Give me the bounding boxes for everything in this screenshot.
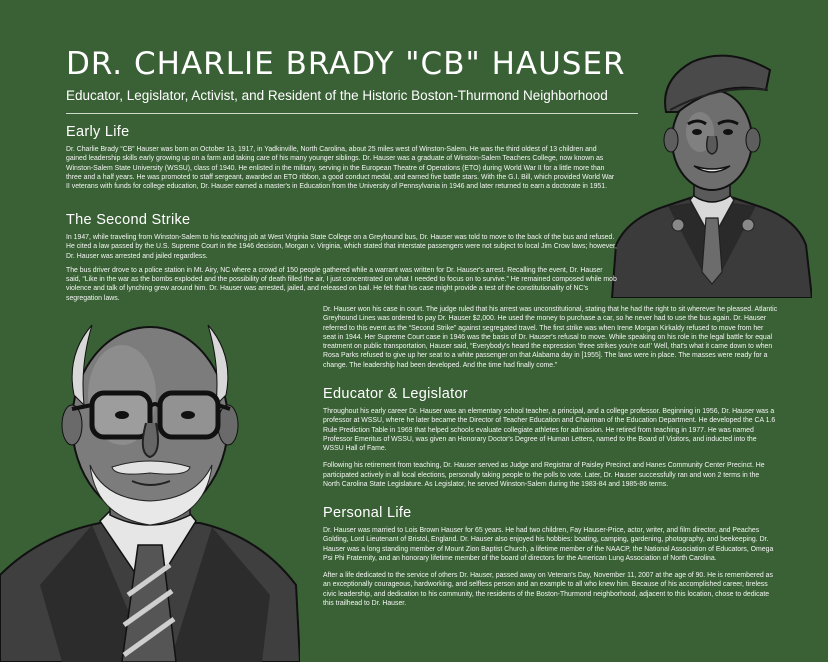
page-subtitle: Educator, Legislator, Activist, and Resident of the Historic Boston-Thurmond Neighborhood bbox=[66, 88, 608, 103]
personal-life-section bbox=[323, 505, 778, 613]
second-strike-paragraph-1: In 1947, while traveling from Winston-Salem to his teaching job at West Virginia State College on a Greyhound bus, Dr. Hauser was told to move to the back of the bus and refused. He cited a law passed by the U.S. Supreme Court in the 1946 decision, Morgan v. Virginia, which stated that interstate passengers were not subject to local Jim Crow laws; however, Dr. Hauser was arrested and jailed regardless. bbox=[66, 234, 617, 260]
personal-life-heading: Personal Life bbox=[323, 505, 412, 521]
educator-paragraph-1: Throughout his early career Dr. Hauser was an elementary school teacher, a principal, and a college professor. Beginning in 1956, Dr. Hauser was a professor at WSSU, where he later became the Director of Teacher Education and Chairman of the Education Department. He developed the CA 1.6 Rule Prediction Table in 1969 that helped schools evaluate collegiate athletes for admission. He retired from teaching in 1977. He was named Professor Emeritus of WSSU, was given an Honorary Doctor's Degree of Human Letters, named to the Board of Visitors, and inducted into the WSSU Hall of Fame. bbox=[323, 408, 776, 453]
educator-paragraph-2: Following his retirement from teaching, Dr. Hauser served as Judge and Registrar of Paisley Precinct and Hanes Community Center Precinct. He participated actively in all local elections, personally taking people to the polls to vote. Later, Dr. Hauser successfully ran and won 2 terms in the North Carolina State Legislature. As Legislator, he served Winston-Salem during the 1983-84 and 1985-86 terms. bbox=[323, 462, 765, 489]
early-life-section bbox=[66, 124, 616, 196]
personal-paragraph-1: Dr. Hauser was married to Lois Brown Hauser for 65 years. He had two children, Fay Hauser-Price, actor, writer, and film director, and Peaches Golding, Lord Lieutenant of Bristol, England. Dr. Hauser also enjoyed his hobbies: boating, camping, gardening, photography, and beekeeping. Dr. Hauser was a long standing member of Mount Zion Baptist Church, a lifetime member of the NAACP, the National Association of Educators, Omega Psi Phi Fraternity, and an honorary lifetime member of the board of directors for the American Lung Association of North Carolina. bbox=[323, 527, 774, 562]
second-strike-paragraph-3: Dr. Hauser won his case in court. The judge ruled that his arrest was unconstitutional, stating that he had the right to sit wherever he pleased. Atlantic Greyhound Lines was ordered to pay Dr. Hauser $2,000. He used the money to purchase a car, so he never had to use the bus again. Dr. Hauser referred to this event as the “Second Strike” against segregated travel. The first strike was when Irene Morgan Kirkaldy refused to move from her seat in 1944. Her Supreme Court case in 1946 was the basis of Dr. Hauser's refusal to move. While speaking on his role in the legal battle for equal treatment on public transportation, Hauser said, “Everybody's heard the expression 'three strikes you're out!' Well, that's what it came down to when Rosa Parks refused to give up her seat to a white passenger on that Alabama day in [1955]. The laws were in place. The masses were ready for a change. The leadership had been developed. And the time had finally come.” bbox=[323, 306, 778, 369]
second-strike-heading: The Second Strike bbox=[66, 212, 191, 228]
elder-portrait-illustration bbox=[0, 295, 300, 662]
second-strike-paragraph-2: The bus driver drove to a police station in Mt. Airy, NC where a crowd of 150 people gathered while a warrant was written for Dr. Hauser's arrest. Recalling the event, Dr. Hauser said, “Like in the war as the bombs exploded and the possibility of death filled the air, I just concentrated on what I needed to focus on to survive.” He remained composed while mob violence and talk of lynching grew around him. Dr. Hauser was arrested, jailed, and released on bail. He felt that his case might provide a test of the constitutionality of NC's segregation laws. bbox=[66, 266, 617, 302]
early-life-text: Dr. Charlie Brady “CB” Hauser was born on October 13, 1917, in Yadkinville, North Carolina, about 25 miles west of Winston-Salem. He was the third oldest of 13 children and gained leadership skills early growing up on a farm and taking care of his many younger siblings. Dr. Hauser was a graduate of Winston-Salem Teachers College, now known as Winston-Salem State University (WSSU), class of 1940. He enlisted in the military, serving in the European Theatre of Operations (ETO) during World War II for a little more than three and a half years. He was promoted to staff sergeant, awarded an ETO ribbon, a good conduct medal, and earned five battle stars. With the G.I. Bill, which provided World War II veterans with funds for college education, Dr. Hauser earned a master's in Education from the University of Pennsylvania in 1946 and later returned to earn a doctorate in 1951. bbox=[66, 146, 615, 191]
page-title: DR. CHARLIE BRADY "CB" HAUSER bbox=[66, 46, 626, 82]
educator-legislator-section bbox=[323, 386, 778, 494]
personal-paragraph-2: After a life dedicated to the service of others Dr. Hauser, passed away on Veteran's Day, November 11, 2007 at the age of 90. He is remembered as an exceptionally courageous, hardworking, and selfless person and an example to all who knew him. Because of his accomplished career, tireless civic leadership, and dedication to his community, the residents of the Boston-Thurmond neighborhood, adjacent to this location, chose to dedicate this trailhead to Dr. Hauser. bbox=[323, 572, 773, 608]
early-life-heading: Early Life bbox=[66, 124, 130, 140]
soldier-portrait-illustration bbox=[608, 40, 812, 298]
educator-legislator-heading: Educator & Legislator bbox=[323, 386, 468, 402]
second-strike-section bbox=[66, 212, 618, 308]
second-strike-continued bbox=[323, 305, 778, 375]
title-divider bbox=[66, 113, 638, 114]
